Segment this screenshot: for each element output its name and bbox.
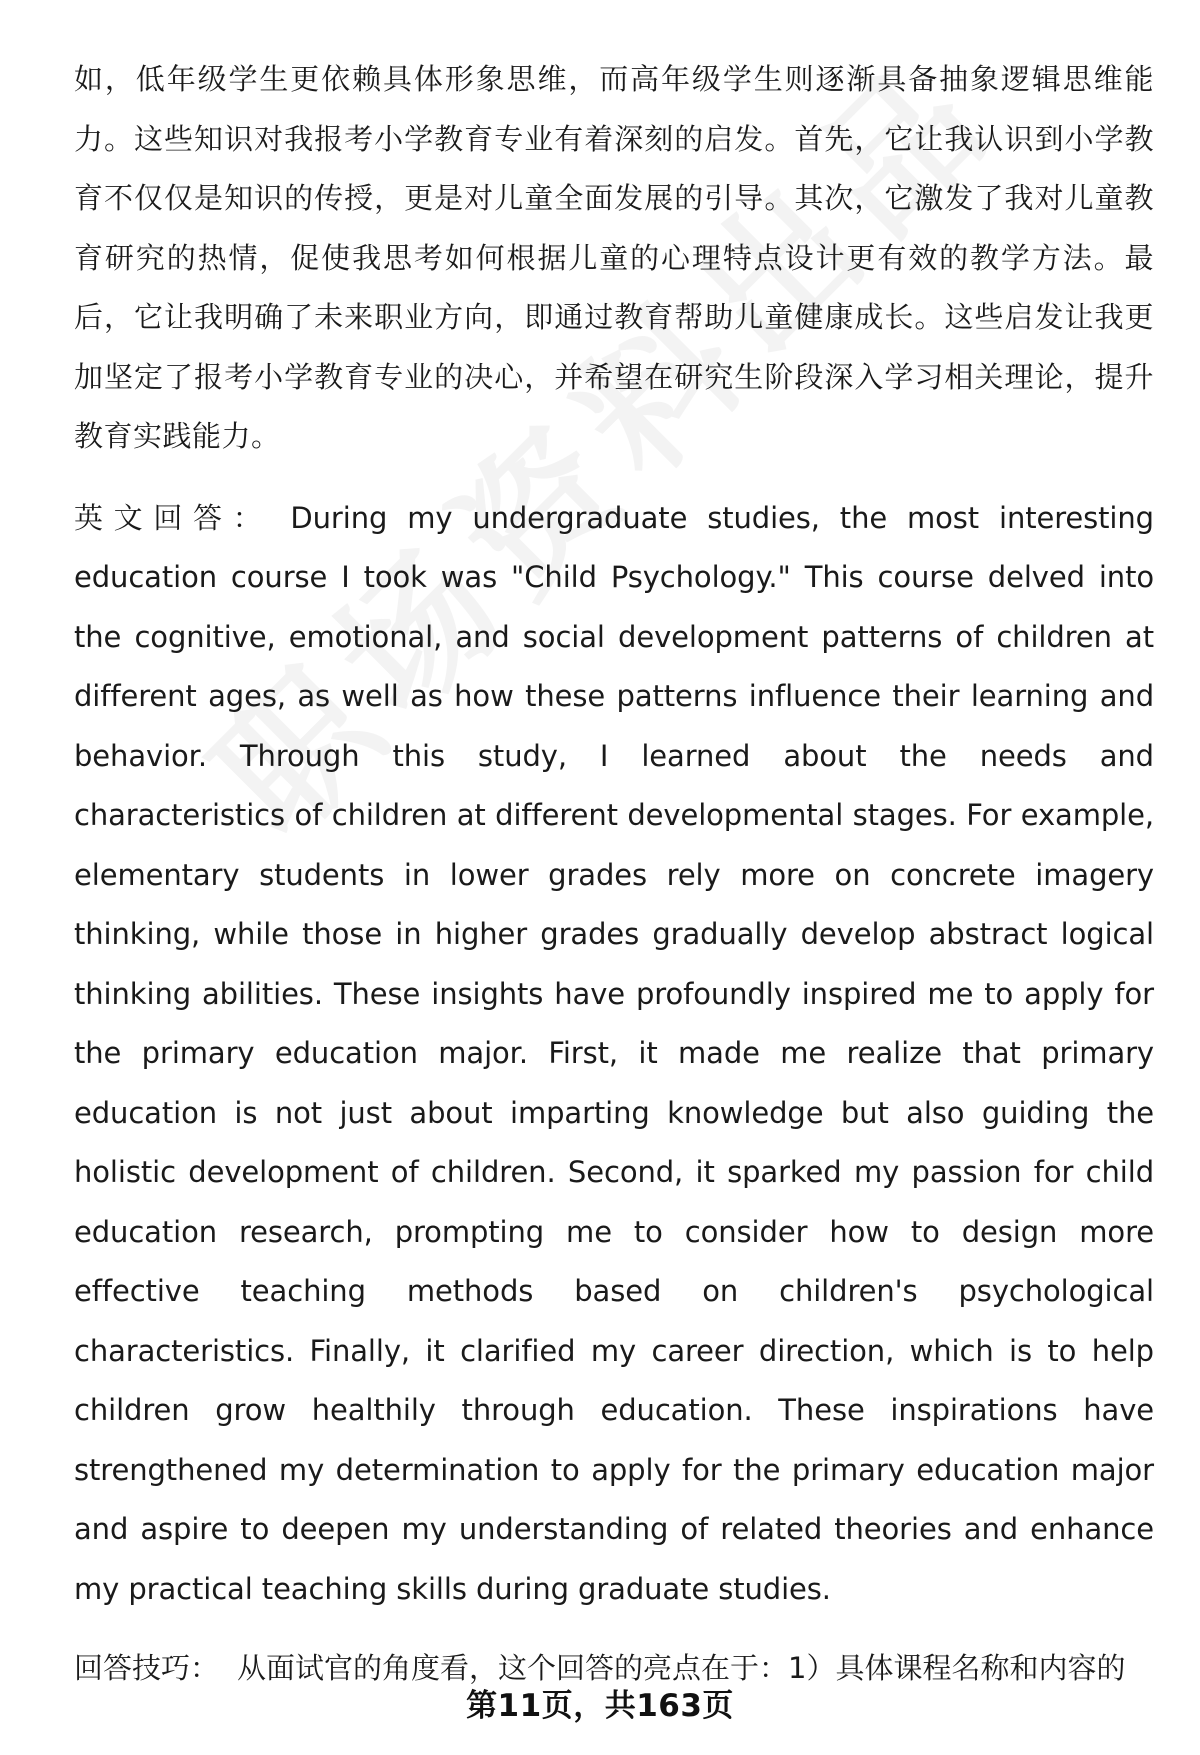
english-answer-label: 英文回答：	[74, 500, 273, 535]
english-answer-paragraph	[74, 489, 1154, 1620]
answer-tips-label: 回答技巧：	[74, 1651, 220, 1685]
chinese-answer-paragraph: 如，低年级学生更依赖具体形象思维，而高年级学生则逐渐具备抽象逻辑思维能力。这些知识对我报考小学教育专业有着深刻的启发。首先，它让我认识到小学教育不仅仅是知识的传授，更是对儿童全面发展的引导。其次，它激发了我对儿童教育研究的热情，促使我思考如何根据儿童的心理特点设计更有效的教学方法。最后，它让我明确了未来职业方向，即通过教育帮助儿童健康成长。这些启发让我更加坚定了报考小学教育专业的决心，并希望在研究生阶段深入学习相关理论，提升教育实践能力。	[74, 62, 1154, 453]
answer-tips-text: 从面试官的角度看，这个回答的亮点在于：1）具体课程名称和内容的	[237, 1651, 1126, 1685]
english-answer-text: During my undergraduate studies, the most interesting education course I took was "Child Psychology." This course delved into the cognitive, emotional, and social development patterns of children at different ages, as well as how these patterns influence their learning and behavior. Through this study, I learned about the needs and characteristics of children at different developmental stages. For example, elementary students in lower grades rely more on concrete imagery thinking, while those in higher grades gradually develop abstract logical thinking abilities. These insights have profoundly inspired me to apply for the primary education major. First, it made me realize that primary education is not just about imparting knowledge but also guiding the holistic development of children. Second, it sparked my passion for child education research, prompting me to consider how to design more effective teaching methods based on children's psychological characteristics. Finally, it clarified my career direction, which is to help children grow healthily through education. These inspirations have strengthened my determination to apply for the primary education major and aspire to deepen my understanding of related theories and enhance my practical teaching skills during graduate studies.	[74, 500, 1154, 1606]
document-body	[74, 50, 1154, 1699]
page-number: 第11页，共163页	[466, 1688, 734, 1724]
